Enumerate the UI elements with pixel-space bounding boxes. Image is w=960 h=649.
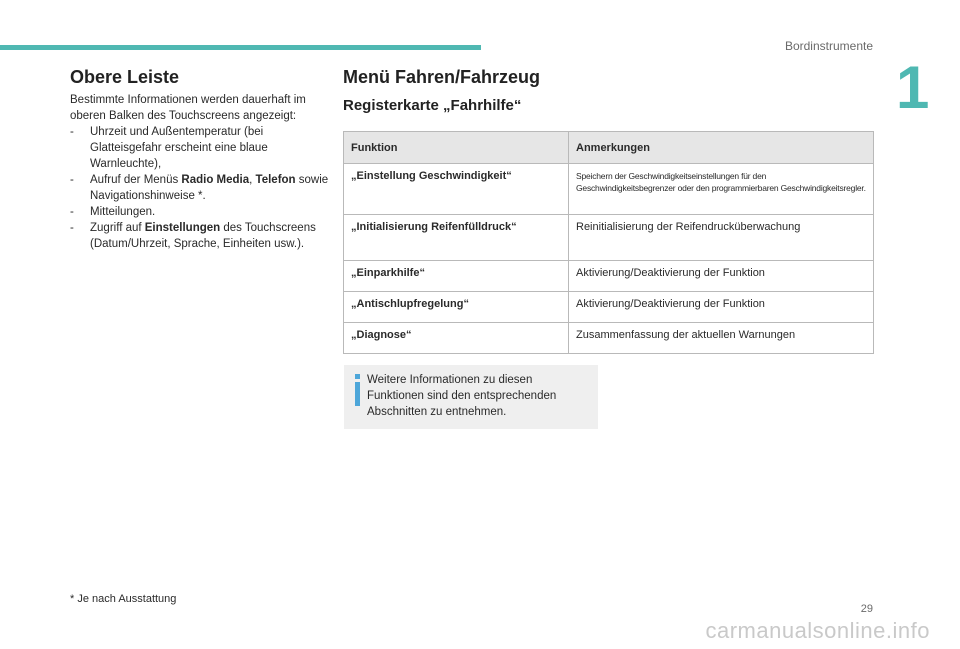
table-row (344, 292, 874, 323)
list-item: - Zugriff auf Einstellungen des Touchscreens (Datum/Uhrzeit, Sprache, Einheiten usw.). (70, 220, 332, 252)
table-row (344, 261, 874, 292)
chapter-number: 1 (896, 54, 930, 121)
function-cell: „Einparkhilfe“ (344, 261, 569, 292)
section-name: Bordinstrumente (784, 39, 873, 53)
list-item: - Aufruf der Menüs Radio Media, Telefon sowie Navigationshinweise *. (70, 172, 332, 204)
page-number: 29 (860, 603, 873, 615)
remark-cell: Aktivierung/Deaktivierung der Funktion (569, 261, 874, 292)
header-accent-bar (0, 45, 481, 50)
tab-subtitle: Registerkarte „Fahrhilfe“ (343, 97, 522, 114)
remark-cell: Aktivierung/Deaktivierung der Funktion (569, 292, 874, 323)
function-cell: „Initialisierung Reifenfülldruck“ (344, 215, 569, 261)
table-row (344, 215, 874, 261)
info-list (70, 124, 332, 252)
intro-text: Bestimmte Informationen werden dauerhaft im oberen Balken des Touchscreens angezeigt: (70, 94, 306, 122)
info-icon (352, 372, 366, 408)
footnote: * Je nach Ausstattung (70, 593, 177, 605)
list-item: - Mitteilungen. (70, 204, 332, 220)
right-title: Menü Fahren/Fahrzeug (343, 67, 541, 87)
function-cell: „Diagnose“ (344, 323, 569, 354)
left-column (70, 92, 332, 252)
remark-cell: Reinitialisierung der Reifendrucküberwachung (569, 215, 874, 261)
watermark: carmanualsonline.info (705, 618, 930, 643)
left-title: Obere Leiste (70, 67, 180, 87)
info-text: Weitere Informationen zu diesen Funktionen sind den entsprechenden Abschnitten zu entnehmen. (367, 374, 557, 418)
column-header-remarks: Anmerkungen (569, 132, 874, 164)
function-cell: „Antischlupfregelung“ (344, 292, 569, 323)
table-row (344, 323, 874, 354)
function-cell: „Einstellung Geschwindigkeit“ (344, 164, 569, 215)
table-row (344, 164, 874, 215)
remark-cell: Speichern der Geschwindigkeitseinstellungen für den Geschwindigkeitsbegrenzer oder den programmierbaren Geschwindigkeitsregler. (569, 164, 874, 215)
info-box (344, 365, 598, 429)
column-header-function: Funktion (344, 132, 569, 164)
remark-cell: Zusammenfassung der aktuellen Warnungen (569, 323, 874, 354)
function-table (343, 131, 874, 354)
list-item: - Uhrzeit und Außentemperatur (bei Glatteisgefahr erscheint eine blaue Warnleuchte), (70, 124, 332, 172)
table-header-row (344, 132, 874, 164)
